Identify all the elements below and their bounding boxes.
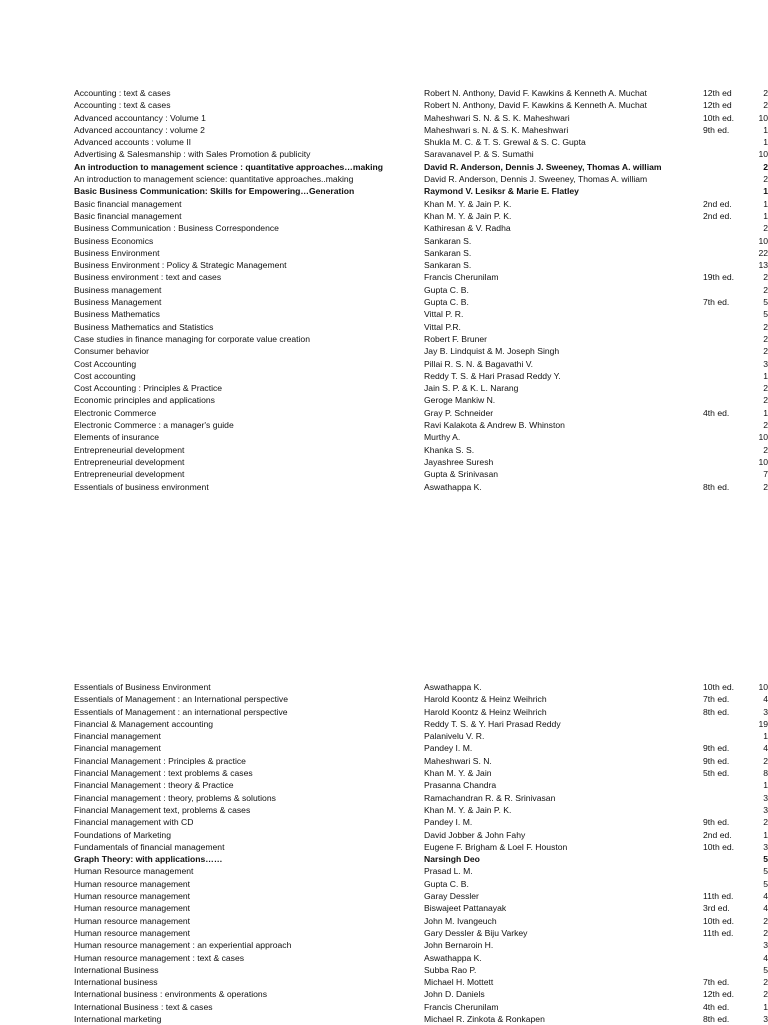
book-author: Kathiresan & V. Radha (424, 223, 511, 234)
table-row (0, 210, 768, 222)
table-row (0, 481, 768, 493)
book-title: Basic Business Communication: Skills for Empowering…Generation (74, 186, 355, 197)
book-copies: 22 (758, 247, 768, 258)
book-title: Essentials of business environment (74, 481, 209, 492)
book-title: International marketing (74, 1014, 162, 1025)
book-edition: 9th ed. (703, 755, 730, 766)
book-author: Khan M. Y. & Jain (424, 768, 492, 779)
book-author: Michael H. Mottett (424, 977, 494, 988)
book-title: Business Environment : Policy & Strategic Management (74, 260, 287, 271)
book-copies: 2 (763, 481, 768, 492)
book-author: Ramachandran R. & R. Srinivasan (424, 792, 556, 803)
book-title: An introduction to management science : quantitative approaches…making (74, 161, 383, 172)
table-row (0, 382, 768, 394)
book-author: Shukla M. C. & T. S. Grewal & S. C. Gupta (424, 137, 586, 148)
table-row (0, 321, 768, 333)
table-row (0, 693, 768, 705)
book-title: Accounting : text & cases (74, 100, 171, 111)
book-title: Human resource management (74, 903, 191, 914)
book-copies: 2 (763, 161, 768, 172)
book-author: John D. Daniels (424, 989, 485, 1000)
book-title: Advanced accountancy : Volume 1 (74, 112, 206, 123)
book-author: Maheshwari s. N. & S. K. Maheshwari (424, 124, 569, 135)
book-author: Reddy T. S. & Hari Prasad Reddy Y. (424, 370, 561, 381)
book-author: Sankaran S. (424, 235, 472, 246)
book-copies: 3 (763, 940, 768, 951)
book-author: Khan M. Y. & Jain P. K. (424, 804, 512, 815)
book-author: Francis Cherunilam (424, 272, 499, 283)
book-title: Financial Management : Principles & practice (74, 755, 246, 766)
book-copies: 13 (758, 260, 768, 271)
book-title: Accounting : text & cases (74, 88, 171, 98)
book-edition: 5th ed. (703, 768, 730, 779)
table-row (0, 271, 768, 283)
book-author: Aswathappa K. (424, 952, 482, 963)
book-copies: 1 (763, 198, 768, 209)
book-copies: 1 (763, 407, 768, 418)
book-author: Subba Rao P. (424, 964, 477, 975)
book-title: International business : environments & operations (74, 989, 267, 1000)
book-title: Case studies in finance managing for corporate value creation (74, 333, 310, 344)
book-copies: 2 (763, 100, 768, 111)
book-author: Pandey I. M. (424, 743, 473, 754)
book-copies: 2 (763, 321, 768, 332)
book-title: Human resource management (74, 915, 191, 926)
table-row (0, 284, 768, 296)
book-copies: 3 (763, 358, 768, 369)
table-row (0, 816, 768, 828)
book-edition: 4th ed. (703, 1001, 730, 1012)
book-edition: 2nd ed. (703, 198, 732, 209)
book-title: International Business (74, 964, 159, 975)
table-row (0, 99, 768, 111)
book-title: International business (74, 977, 158, 988)
book-title: Electronic Commerce : a manager's guide (74, 420, 234, 431)
book-title: Cost accounting (74, 370, 136, 381)
table-row (0, 259, 768, 271)
book-title: An introduction to management science: quantitative approaches..making (74, 174, 354, 185)
table-row (0, 112, 768, 124)
book-author: Palanivelu V. R. (424, 731, 485, 742)
table-row (0, 87, 768, 99)
book-author: Biswajeet Pattanayak (424, 903, 507, 914)
book-author: Garay Dessler (424, 891, 479, 902)
book-title: Entrepreneurial development (74, 456, 185, 467)
book-title: Financial Management : theory & Practice (74, 780, 234, 791)
book-title: Essentials of Management : an international perspective (74, 706, 288, 717)
book-title: Financial management (74, 743, 161, 754)
book-author: Eugene F. Brigham & Loel F. Houston (424, 841, 568, 852)
book-copies: 5 (763, 309, 768, 320)
table-row (0, 742, 768, 754)
book-copies: 2 (763, 395, 768, 406)
book-copies: 2 (763, 284, 768, 295)
book-author: Pandey I. M. (424, 817, 473, 828)
book-edition: 10th ed. (703, 112, 735, 123)
book-author: Aswathappa K. (424, 682, 482, 692)
book-author: Robert F. Bruner (424, 333, 488, 344)
book-edition: 12th ed (703, 88, 732, 98)
table-row (0, 419, 768, 431)
table-row (0, 779, 768, 791)
book-title: Cost Accounting : Principles & Practice (74, 383, 223, 394)
book-edition: 7th ed. (703, 694, 730, 705)
book-copies: 2 (763, 383, 768, 394)
book-copies: 4 (763, 903, 768, 914)
book-copies: 1 (763, 210, 768, 221)
book-edition: 9th ed. (703, 817, 730, 828)
book-edition: 9th ed. (703, 743, 730, 754)
table-row (0, 394, 768, 406)
book-edition: 8th ed. (703, 1014, 730, 1025)
book-author: David Jobber & John Fahy (424, 829, 526, 840)
book-edition: 3rd ed. (703, 903, 730, 914)
book-title: Advanced accountancy : volume 2 (74, 124, 205, 135)
table-row (0, 792, 768, 804)
book-copies: 1 (763, 124, 768, 135)
book-copies: 10 (758, 456, 768, 467)
table-row (0, 370, 768, 382)
book-edition: 10th ed. (703, 915, 735, 926)
book-title: Human resource management (74, 891, 191, 902)
book-title: Financial management (74, 731, 161, 742)
book-title: Financial Management : text problems & cases (74, 768, 253, 779)
book-edition: 7th ed. (703, 977, 730, 988)
book-copies: 2 (763, 755, 768, 766)
table-row (0, 161, 768, 173)
book-edition: 2nd ed. (703, 829, 732, 840)
table-row (0, 681, 768, 693)
catalog-page-1 (0, 87, 768, 493)
book-copies: 2 (763, 346, 768, 357)
table-row (0, 841, 768, 853)
table-row (0, 235, 768, 247)
book-title: Cost Accounting (74, 358, 137, 369)
book-author: Francis Cherunilam (424, 1001, 499, 1012)
book-title: Advanced accounts : volume II (74, 137, 192, 148)
book-author: Maheshwari S. N. & S. K. Maheshwari (424, 112, 570, 123)
book-author: Gray P. Schneider (424, 407, 494, 418)
book-edition: 12th ed. (703, 989, 735, 1000)
book-copies: 1 (763, 1001, 768, 1012)
book-edition: 4th ed. (703, 407, 730, 418)
book-title: Electronic Commerce (74, 407, 157, 418)
book-edition: 19th ed. (703, 272, 735, 283)
table-row (0, 1001, 768, 1013)
book-copies: 3 (763, 706, 768, 717)
book-copies: 2 (763, 915, 768, 926)
book-copies: 10 (758, 235, 768, 246)
book-author: Jay B. Lindquist & M. Joseph Singh (424, 346, 560, 357)
book-author: Sankaran S. (424, 247, 472, 258)
table-row (0, 296, 768, 308)
book-author: Vittal P. R. (424, 309, 464, 320)
book-edition: 11th ed. (703, 927, 734, 938)
book-author: Jain S. P. & K. L. Narang (424, 383, 519, 394)
book-author: Harold Koontz & Heinz Weihrich (424, 694, 547, 705)
table-row (0, 878, 768, 890)
book-author: Vittal P.R. (424, 321, 461, 332)
table-row (0, 939, 768, 951)
book-copies: 4 (763, 694, 768, 705)
table-row (0, 468, 768, 480)
table-row (0, 136, 768, 148)
book-author: Raymond V. Lesiksr & Marie E. Flatley (424, 186, 579, 197)
book-author: John M. Ivangeuch (424, 915, 497, 926)
table-row (0, 333, 768, 345)
table-row (0, 247, 768, 259)
table-row (0, 222, 768, 234)
book-copies: 2 (763, 444, 768, 455)
table-row (0, 952, 768, 964)
book-copies: 1 (763, 780, 768, 791)
table-row (0, 853, 768, 865)
book-author: Jayashree Suresh (424, 456, 494, 467)
book-title: Consumer behavior (74, 346, 149, 357)
table-row (0, 308, 768, 320)
book-author: Geroge Mankiw N. (424, 395, 496, 406)
book-author: Harold Koontz & Heinz Weihrich (424, 706, 547, 717)
book-title: Entrepreneurial development (74, 444, 185, 455)
book-title: Human Resource management (74, 866, 194, 877)
book-author: Ravi Kalakota & Andrew B. Whinston (424, 420, 565, 431)
book-author: Khan M. Y. & Jain P. K. (424, 198, 512, 209)
book-copies: 10 (758, 112, 768, 123)
table-row (0, 976, 768, 988)
book-author: Gupta C. B. (424, 297, 469, 308)
table-row (0, 185, 768, 197)
book-title: Human resource management : an experiential approach (74, 940, 292, 951)
book-author: Gupta C. B. (424, 284, 469, 295)
table-row (0, 431, 768, 443)
book-copies: 2 (763, 927, 768, 938)
book-author: Khan M. Y. & Jain P. K. (424, 210, 512, 221)
table-row (0, 124, 768, 136)
book-copies: 8 (763, 768, 768, 779)
book-title: Basic financial management (74, 198, 182, 209)
book-author: Saravanavel P. & S. Sumathi (424, 149, 534, 160)
book-title: Human resource management : text & cases (74, 952, 245, 963)
table-row (0, 718, 768, 730)
table-row (0, 890, 768, 902)
book-title: Entrepreneurial development (74, 469, 185, 480)
book-author: Prasad L. M. (424, 866, 473, 877)
book-title: Essentials of Management : an International perspective (74, 694, 289, 705)
table-row (0, 456, 768, 468)
book-author: Reddy T. S. & Y. Hari Prasad Reddy (424, 718, 561, 729)
book-title: Financial & Management accounting (74, 718, 214, 729)
book-title: Basic financial management (74, 210, 182, 221)
book-author: Gary Dessler & Biju Varkey (424, 927, 528, 938)
book-author: Sankaran S. (424, 260, 472, 271)
book-copies: 1 (763, 186, 768, 197)
book-copies: 10 (758, 682, 768, 692)
book-copies: 10 (758, 149, 768, 160)
book-author: Murthy A. (424, 432, 461, 443)
book-author: Narsingh Deo (424, 854, 480, 865)
book-edition: 8th ed. (703, 706, 730, 717)
table-row (0, 1013, 768, 1025)
table-row (0, 755, 768, 767)
book-edition: 2nd ed. (703, 210, 732, 221)
table-row (0, 407, 768, 419)
book-copies: 2 (763, 977, 768, 988)
book-title: Elements of insurance (74, 432, 160, 443)
book-copies: 2 (763, 174, 768, 185)
book-copies: 5 (763, 297, 768, 308)
book-title: Business Mathematics (74, 309, 160, 320)
book-title: Business management (74, 284, 162, 295)
book-edition: 7th ed. (703, 297, 730, 308)
book-copies: 5 (763, 866, 768, 877)
book-author: Robert N. Anthony, David F. Kawkins & Kenneth A. Muchat (424, 88, 647, 98)
book-copies: 5 (763, 878, 768, 889)
book-edition: 11th ed. (703, 891, 734, 902)
book-author: Michael R. Zinkota & Ronkapen (424, 1014, 545, 1025)
book-title: Business Environment (74, 247, 160, 258)
book-title: Foundations of Marketing (74, 829, 171, 840)
book-copies: 3 (763, 841, 768, 852)
book-copies: 19 (758, 718, 768, 729)
book-title: Business Economics (74, 235, 154, 246)
book-title: Financial management with CD (74, 817, 194, 828)
table-row (0, 988, 768, 1000)
book-copies: 1 (763, 137, 768, 148)
book-title: Financial Management text, problems & cases (74, 804, 251, 815)
book-copies: 4 (763, 952, 768, 963)
book-copies: 2 (763, 272, 768, 283)
book-copies: 4 (763, 743, 768, 754)
book-title: Human resource management (74, 927, 191, 938)
book-author: Khanka S. S. (424, 444, 475, 455)
book-title: Business Management (74, 297, 162, 308)
book-edition: 10th ed. (703, 682, 735, 692)
book-copies: 2 (763, 817, 768, 828)
book-author: John Bernaroin H. (424, 940, 494, 951)
book-title: Human resource management (74, 878, 191, 889)
table-row (0, 767, 768, 779)
book-title: Graph Theory: with applications…… (74, 854, 223, 865)
book-copies: 10 (758, 432, 768, 443)
book-edition: 10th ed. (703, 841, 735, 852)
book-edition: 8th ed. (703, 481, 730, 492)
book-author: Maheshwari S. N. (424, 755, 492, 766)
book-edition: 12th ed (703, 100, 732, 111)
book-title: Financial management : theory, problems & solutions (74, 792, 276, 803)
book-author: Aswathappa K. (424, 481, 482, 492)
book-copies: 2 (763, 88, 768, 98)
table-row (0, 829, 768, 841)
book-author: David R. Anderson, Dennis J. Sweeney, Thomas A. william (424, 161, 662, 172)
table-row (0, 444, 768, 456)
table-row (0, 706, 768, 718)
book-copies: 2 (763, 223, 768, 234)
book-copies: 1 (763, 731, 768, 742)
book-copies: 1 (763, 370, 768, 381)
book-title: Fundamentals of financial management (74, 841, 225, 852)
book-title: Economic principles and applications (74, 395, 215, 406)
table-row (0, 964, 768, 976)
book-title: Essentials of Business Environment (74, 682, 211, 692)
book-title: Business Communication : Business Correspondence (74, 223, 279, 234)
table-row (0, 902, 768, 914)
table-row (0, 865, 768, 877)
book-copies: 7 (763, 469, 768, 480)
book-title: International Business : text & cases (74, 1001, 213, 1012)
book-author: David R. Anderson, Dennis J. Sweeney, Thomas A. william (424, 174, 648, 185)
book-copies: 2 (763, 333, 768, 344)
book-author: Pillai R. S. N. & Bagavathi V. (424, 358, 534, 369)
book-title: Business environment : text and cases (74, 272, 222, 283)
book-copies: 1 (763, 829, 768, 840)
table-row (0, 358, 768, 370)
book-copies: 2 (763, 420, 768, 431)
book-copies: 5 (763, 854, 768, 865)
book-copies: 3 (763, 804, 768, 815)
book-author: Gupta C. B. (424, 878, 469, 889)
book-copies: 4 (763, 891, 768, 902)
table-row (0, 198, 768, 210)
table-row (0, 345, 768, 357)
book-copies: 3 (763, 1014, 768, 1025)
table-row (0, 148, 768, 160)
book-author: Robert N. Anthony, David F. Kawkins & Kenneth A. Muchat (424, 100, 647, 111)
book-title: Business Mathematics and Statistics (74, 321, 214, 332)
book-title: Advertising & Salesmanship : with Sales Promotion & publicity (74, 149, 311, 160)
table-row (0, 173, 768, 185)
book-author: Gupta & Srinivasan (424, 469, 499, 480)
book-copies: 3 (763, 792, 768, 803)
book-copies: 5 (763, 964, 768, 975)
book-copies: 2 (763, 989, 768, 1000)
table-row (0, 915, 768, 927)
table-row (0, 804, 768, 816)
book-edition: 9th ed. (703, 124, 730, 135)
table-row (0, 927, 768, 939)
table-row (0, 730, 768, 742)
book-author: Prasanna Chandra (424, 780, 497, 791)
catalog-page-2 (0, 681, 768, 1025)
